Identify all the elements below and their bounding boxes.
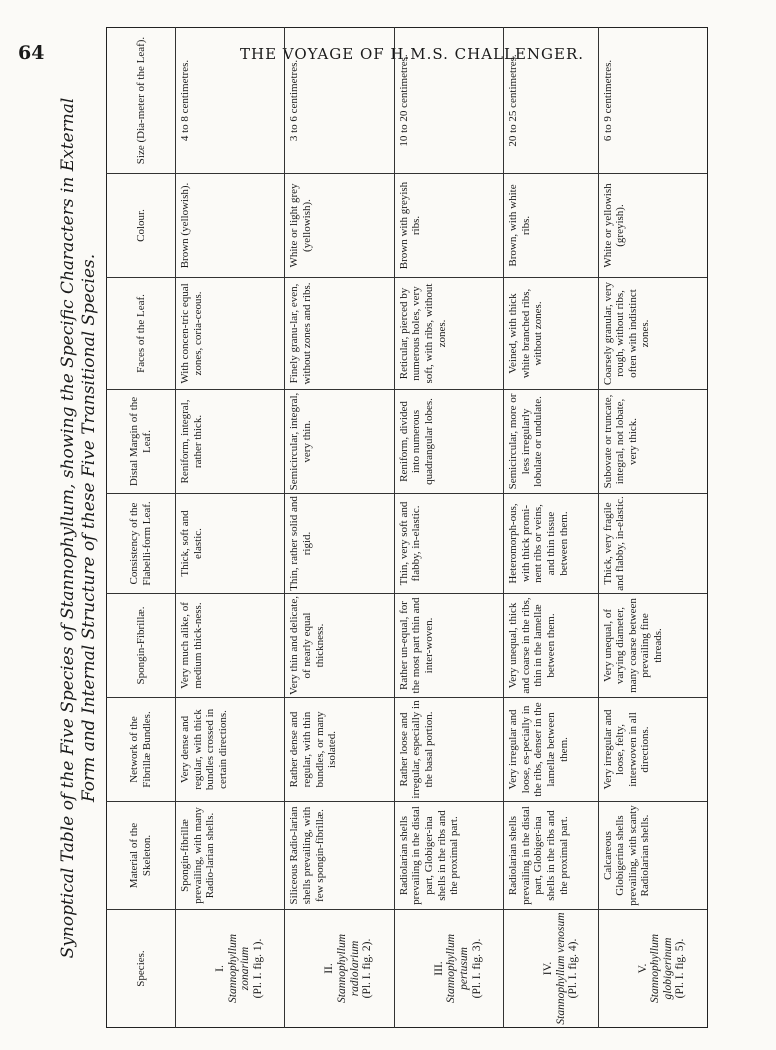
table-row (394, 28, 503, 1028)
species-plate-ref: (Pl. I. fig. 4). (567, 938, 580, 999)
caption-line-1: Synoptical Table of the Five Species of Stannophyllum, showing the Specific Characters in External (58, 97, 78, 959)
table-row (176, 28, 285, 1028)
cell-faces: Finely granu-lar, even, without zones and ribs. (285, 278, 394, 390)
cell-fibrillae: Rather un-equal, for the most part thin and inter-woven. (394, 594, 503, 698)
table-row (598, 28, 707, 1028)
cell-network: Very dense and regular, with thick bundles crossed in certain directions. (176, 698, 285, 802)
cell-fibrillae: Very much alike, of medium thick-ness. (176, 594, 285, 698)
cell-faces: Veined, with thick white branched ribs, without zones. (504, 278, 598, 390)
cell-size: 3 to 6 centimetres. (285, 28, 394, 174)
header-cell: Network of the Fibrillæ Bundles. (107, 698, 176, 802)
cell-consistency: Heteromorph-ous, with thick promi-nent ribs or veins, and thin tissue between them. (504, 494, 598, 594)
cell-skeleton: Calcareous Globigerina shells prevailing, with scanty Radiolarian shells. (598, 802, 707, 910)
cell-margin: Reniform, divided into numerous quadrangular lobes. (394, 390, 503, 494)
cell-colour: Brown, with white ribs. (504, 174, 598, 278)
cell-consistency: Thick, very fragile and flabby, in-elastic. (598, 494, 707, 594)
species-numeral: III. (432, 961, 445, 976)
species-plate-ref: (Pl. I. fig. 1). (251, 938, 264, 999)
cell-size: 10 to 20 centimetres. (394, 28, 503, 174)
header-cell: Material of the Skeleton. (107, 802, 176, 910)
species-cell (176, 910, 285, 1028)
table-row (504, 28, 598, 1028)
header-cell: Spongin-Fibrillæ. (107, 594, 176, 698)
cell-network: Very irregular and loose, es-pecially in the ribs, denser in the lamellæ between them. (504, 698, 598, 802)
cell-skeleton: Siliceous Radio-larian shells prevailing, with few spongin-fibrillæ. (285, 802, 394, 910)
cell-skeleton: Radiolarian shells prevailing in the distal part, Globiger-ina shells in the ribs and the proximal part. (504, 802, 598, 910)
header-cell: Species. (107, 910, 176, 1028)
cell-network: Rather dense and regular, with thin bundles, or many isolated. (285, 698, 394, 802)
cell-size: 6 to 9 centimetres. (598, 28, 707, 174)
species-numeral: I. (214, 965, 226, 972)
cell-colour: Brown with greyish ribs. (394, 174, 503, 278)
table-caption (58, 28, 106, 1028)
species-cell (598, 910, 707, 1028)
species-plate-ref: (Pl. I. fig. 5). (674, 938, 687, 999)
cell-margin: Semicircular, more or less irregularly lobulate or undulate. (504, 390, 598, 494)
species-cell (285, 910, 394, 1028)
header-cell: Distal Margin of the Leaf. (107, 390, 176, 494)
caption-line-2: Form and Internal Structure of these Five Transitional Species. (79, 253, 99, 803)
species-name: Stannophyllum globigerinum (649, 934, 674, 1003)
cell-margin: Semicircular, integral, very thin. (285, 390, 394, 494)
species-name: Stannophyllum radiolarium (335, 934, 361, 1003)
species-numeral: II. (323, 963, 336, 974)
cell-faces: With concen-tric equal zones, coria-ceous. (176, 278, 285, 390)
species-name: Stannophyllum pertusum (445, 934, 470, 1003)
cell-faces: Coarsely granular, very rough, without ribs, often with indistinct zones. (598, 278, 707, 390)
cell-consistency: Thin, rather solid and rigid. (285, 494, 394, 594)
cell-consistency: Thick, soft and elastic. (176, 494, 285, 594)
cell-consistency: Thin, very soft and flabby, in-elastic. (394, 494, 503, 594)
cell-fibrillae: Very thin and delicate, of nearly equal thickness. (285, 594, 394, 698)
rotated-table-block (58, 28, 708, 1028)
header-cell: Size (Dia-meter of the Leaf). (107, 28, 176, 174)
species-numeral: IV. (542, 961, 555, 976)
cell-margin: Subovate or truncate, integral, not lobate, very thick. (598, 390, 707, 494)
header-cell: Faces of the Leaf. (107, 278, 176, 390)
cell-colour: White or yellowish (greyish). (598, 174, 707, 278)
cell-colour: White or light grey (yellowish). (285, 174, 394, 278)
synoptical-table (106, 27, 708, 1028)
species-plate-ref: (Pl. I. fig. 2). (361, 938, 374, 999)
species-name: Stannophyllum zonarium (226, 934, 252, 1003)
cell-skeleton: Spongin-fibrillæ prevailing, with many Radio-larian shells. (176, 802, 285, 910)
cell-size: 20 to 25 centimetres. (504, 28, 598, 174)
table-row (285, 28, 394, 1028)
cell-fibrillae: Very unequal, thick and coarse in the ribs, thin in the lamellæ between them. (504, 594, 598, 698)
species-name: Stannophyllum venosum (554, 912, 567, 1025)
species-numeral: V. (636, 963, 649, 974)
species-cell (394, 910, 503, 1028)
species-plate-ref: (Pl. I. fig. 3). (470, 938, 483, 999)
header-row (107, 28, 176, 1028)
page-number: 64 (18, 42, 45, 64)
cell-colour: Brown (yellowish). (176, 174, 285, 278)
species-cell (504, 910, 598, 1028)
cell-network: Very irregular and loose, felty, interwoven in all directions. (598, 698, 707, 802)
cell-fibrillae: Very unequal, of varying diameter, many coarse between prevailing fine threads. (598, 594, 707, 698)
cell-network: Rather loose and irregular, especially in the basal portion. (394, 698, 503, 802)
cell-size: 4 to 8 centimetres. (176, 28, 285, 174)
header-cell: Colour. (107, 174, 176, 278)
cell-margin: Reniform, integral, rather thick. (176, 390, 285, 494)
running-head: THE VOYAGE OF H.M.S. CHALLENGER. (240, 45, 585, 63)
cell-faces: Reticular, pierced by numerous holes, very soft, with ribs, without zones. (394, 278, 503, 390)
header-cell: Consistency of the Flabelli-form Leaf. (107, 494, 176, 594)
cell-skeleton: Radiolarian shells prevailing in the distal part, Globiger-ina shells in the ribs and the proximal part. (394, 802, 503, 910)
